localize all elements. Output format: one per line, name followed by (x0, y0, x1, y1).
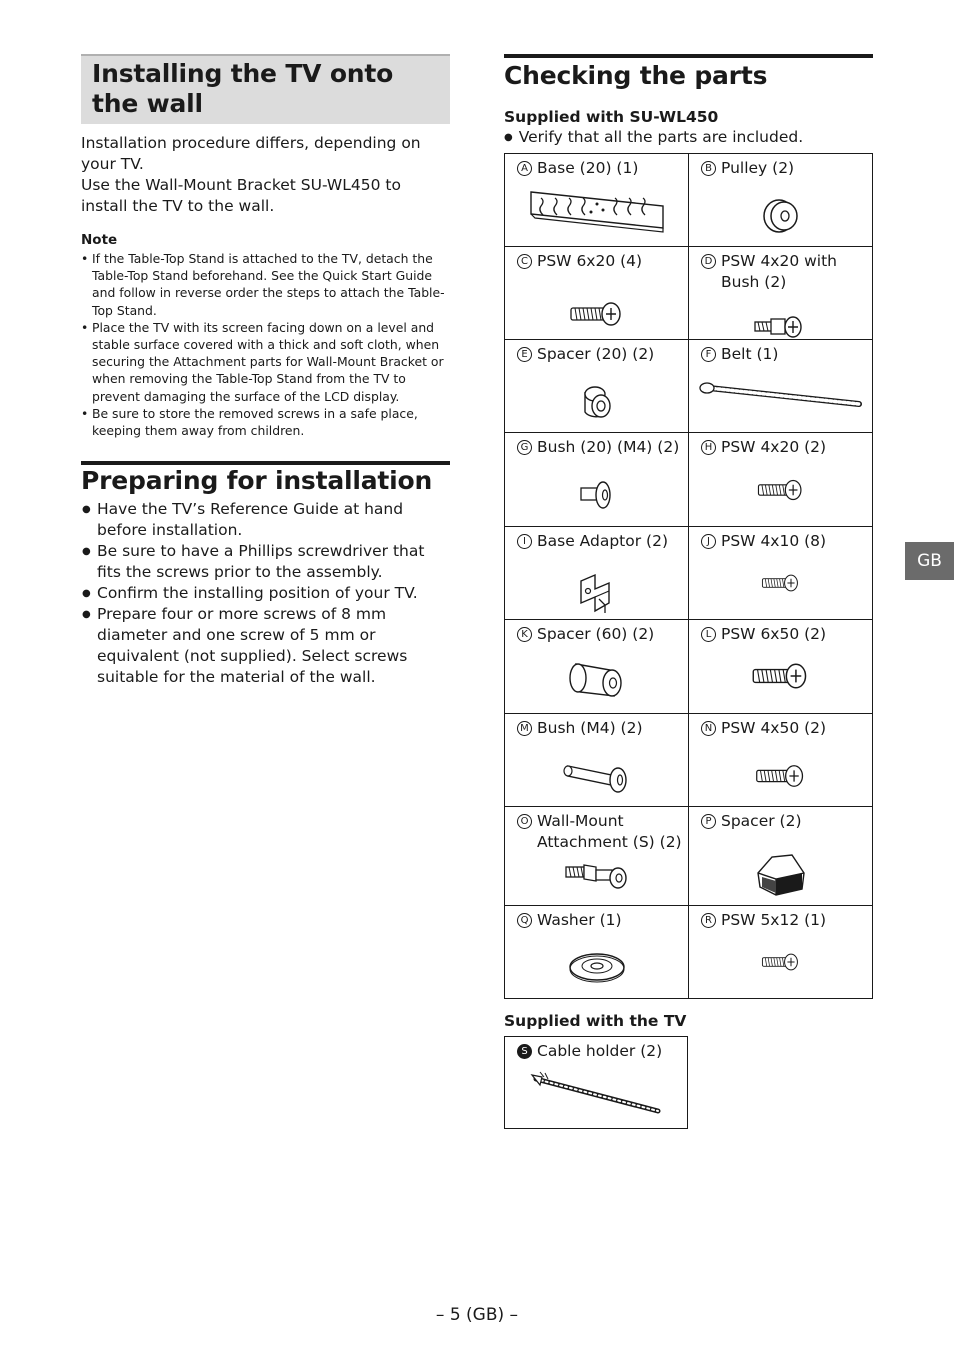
long-spacer-icon (505, 658, 688, 702)
part-label: Base Adaptor (2) (537, 532, 668, 550)
screw-icon (505, 299, 688, 329)
part-label: Base (20) (1) (537, 159, 639, 177)
screw-icon (689, 660, 872, 692)
part-letter: L (701, 627, 716, 642)
part-cell-s (505, 1037, 688, 1129)
preparing-list (81, 499, 450, 688)
part-letter: G (517, 440, 532, 455)
screw-icon (689, 762, 872, 790)
part-cell-i (505, 527, 689, 620)
part-cell-l (689, 620, 873, 714)
part-letter: M (517, 721, 532, 736)
part-letter: B (701, 161, 716, 176)
cable-holder-icon (505, 1071, 687, 1121)
part-label: Pulley (2) (721, 159, 795, 177)
part-label: PSW 4x50 (2) (721, 719, 827, 737)
part-label: Spacer (20) (2) (537, 345, 655, 363)
part-cell-r (689, 906, 873, 999)
part-cell-m (505, 714, 689, 807)
checking-section (504, 54, 873, 91)
part-label: PSW 5x12 (1) (721, 911, 827, 929)
preparing-item: ● Be sure to have a Phillips screwdriver that fits the screws prior to the assembly. (81, 541, 450, 583)
part-label: PSW 6x50 (2) (721, 625, 827, 643)
part-label: Belt (1) (721, 345, 779, 363)
belt-icon (689, 380, 872, 414)
preparing-item: ● Have the TV’s Reference Guide at hand before installation. (81, 499, 450, 541)
part-cell-o (505, 807, 689, 906)
note-title: Note (81, 232, 118, 248)
page-number: – 5 (GB) – (435, 1305, 519, 1325)
part-letter: H (701, 440, 716, 455)
part-label: Washer (1) (537, 911, 622, 929)
part-letter: A (517, 161, 532, 176)
part-label: PSW 4x10 (8) (721, 532, 827, 550)
part-cell-n (689, 714, 873, 807)
part-label: Cable holder (2) (537, 1042, 663, 1060)
base-bracket-icon (505, 184, 688, 236)
part-cell-f (689, 340, 873, 433)
verify-text: ● Verify that all the parts are included. (504, 127, 873, 148)
part-letter: R (701, 913, 716, 928)
note-item: • Be sure to store the removed screws in a safe place, keeping them away from children. (81, 405, 450, 439)
screw-icon (689, 571, 872, 595)
part-label: Spacer (2) (721, 812, 802, 830)
screw-icon (689, 477, 872, 503)
long-bush-icon (505, 758, 688, 794)
part-letter: I (517, 534, 532, 549)
part-letter: F (701, 347, 716, 362)
part-label: PSW 6x20 (4) (537, 252, 643, 270)
part-letter: E (517, 347, 532, 362)
part-cell-j (689, 527, 873, 620)
checking-title: Checking the parts (504, 61, 768, 90)
part-cell-q (505, 906, 689, 999)
part-label: PSW 4x20 (2) (721, 438, 827, 456)
part-label: PSW 4x20 with Bush (2) (721, 252, 838, 291)
washer-icon (505, 950, 688, 984)
right-column (504, 54, 873, 1129)
part-letter: Q (517, 913, 532, 928)
part-letter: N (701, 721, 716, 736)
part-cell-b (689, 154, 873, 247)
part-label: Bush (M4) (2) (537, 719, 643, 737)
part-cell-a (505, 154, 689, 247)
language-tab: GB (905, 542, 954, 580)
part-letter: K (517, 627, 532, 642)
part-letter: O (517, 814, 532, 829)
base-adaptor-icon (505, 571, 688, 617)
preparing-item: ● Confirm the installing position of your TV. (81, 583, 450, 604)
part-cell-d (689, 247, 873, 340)
preparing-title: Preparing for installation (81, 466, 433, 496)
part-label: Wall-Mount Attachment (S) (2) (537, 812, 682, 851)
intro-text (81, 133, 450, 217)
pulley-icon (689, 196, 872, 236)
installing-title: Installing the TV onto the wall (92, 59, 394, 118)
part-cell-g (505, 433, 689, 527)
parts-table (504, 153, 873, 999)
part-cell-k (505, 620, 689, 714)
preparing-item: ● Prepare four or more screws of 8 mm diameter and one screw of 5 mm or equivalent (not supplied). Select screws suitable for the material of the wall. (81, 604, 450, 688)
left-column (81, 54, 450, 688)
spacer-icon (505, 382, 688, 422)
tv-parts-table (504, 1036, 688, 1129)
screw-icon (689, 950, 872, 974)
bush-icon (505, 477, 688, 513)
note-item: • If the Table-Top Stand is attached to the TV, detach the Table-Top Stand beforehand. See the Quick Start Guide and follow in reverse order the steps to attach the Table-Top Stand. (81, 250, 450, 319)
part-cell-e (505, 340, 689, 433)
tv-supplied-heading: Supplied with the TV (504, 1012, 687, 1030)
part-cell-p (689, 807, 873, 906)
part-letter: P (701, 814, 716, 829)
part-letter: S (517, 1044, 532, 1059)
block-spacer-icon (689, 851, 872, 899)
part-letter: J (701, 534, 716, 549)
intro-line-2: Use the Wall-Mount Bracket SU-WL450 to install the TV to the wall. (81, 176, 401, 215)
wall-mount-attachment-icon (505, 859, 688, 893)
note-list (81, 250, 450, 439)
note-item: • Place the TV with its screen facing down on a level and stable surface covered with a thick and soft cloth, when securing the Attachment parts for Wall-Mount Bracket or when removing the Table-Top Stand from the TV to prevent damaging the surface of the LCD display. (81, 319, 450, 405)
part-letter: D (701, 254, 716, 269)
part-letter: C (517, 254, 532, 269)
part-label: Spacer (60) (2) (537, 625, 655, 643)
screw-with-bush-icon (689, 313, 872, 341)
preparing-section (81, 461, 450, 688)
installing-title-box (81, 54, 450, 124)
intro-line-1: Installation procedure differs, depending on your TV. (81, 134, 421, 173)
part-cell-h (689, 433, 873, 527)
part-label: Bush (20) (M4) (2) (537, 438, 680, 456)
part-cell-c (505, 247, 689, 340)
supplied-heading: Supplied with SU-WL450 (504, 108, 719, 126)
